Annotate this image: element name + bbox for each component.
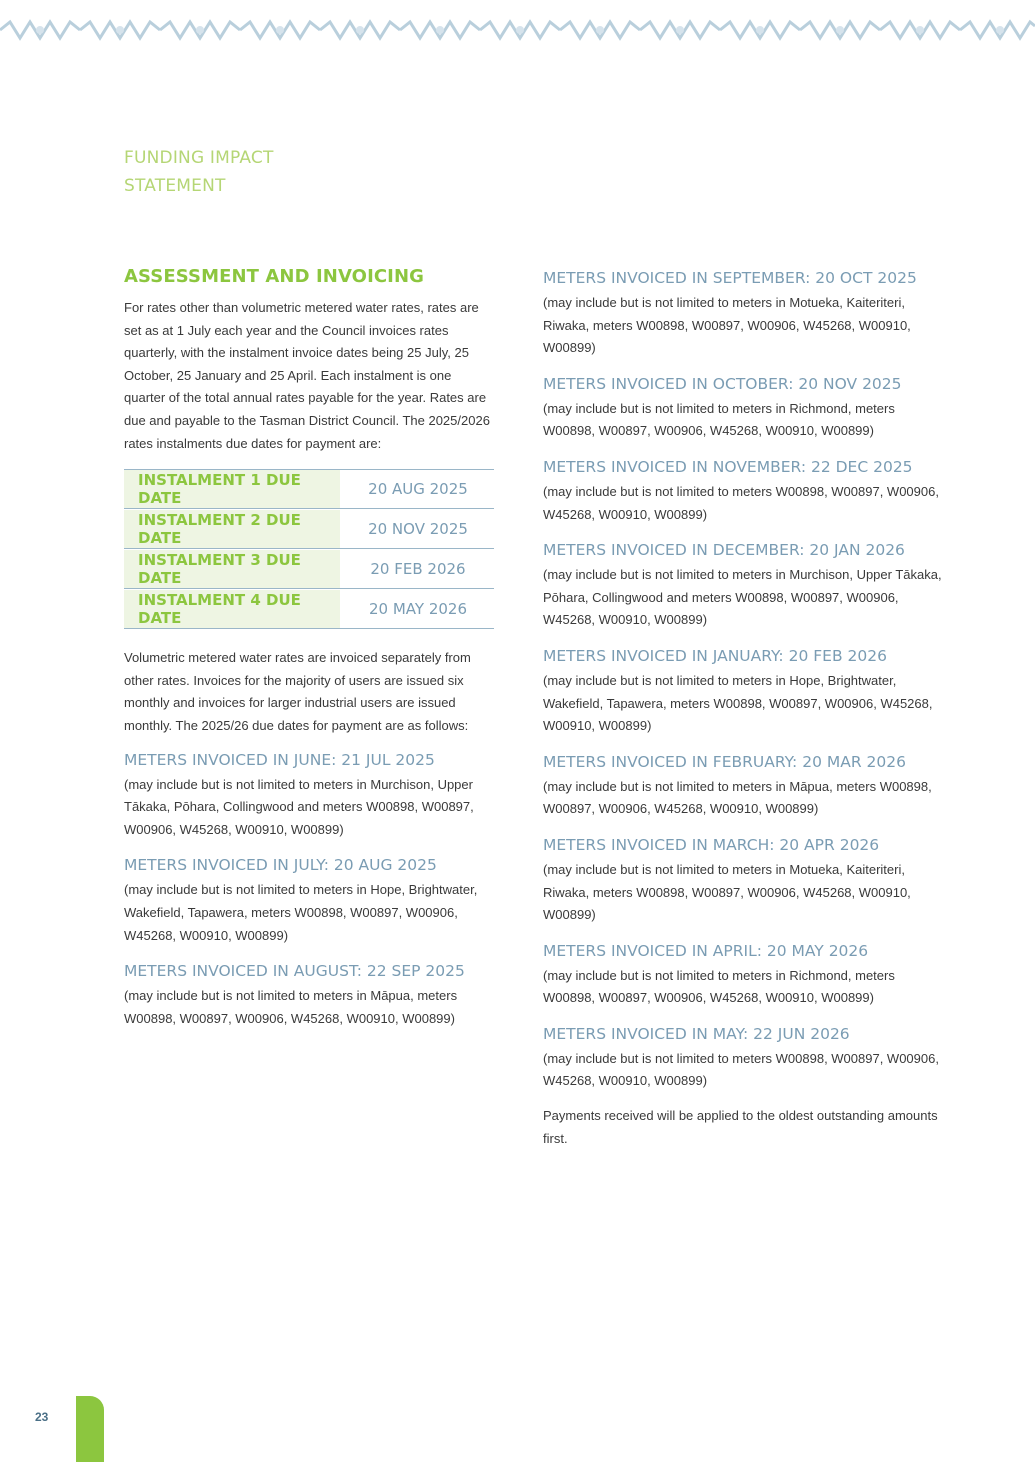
page-title (124, 144, 274, 200)
meter-heading: METERS INVOICED IN JUNE: 21 JUL 2025 (124, 750, 435, 769)
meter-text: (may include but is not limited to meters in Richmond, meters W00898, W00897, W00906, W45268, W00910, W00899) (543, 400, 895, 439)
instalment-label: INSTALMENT 4 DUE DATE (124, 590, 342, 628)
instalment-label: INSTALMENT 3 DUE DATE (124, 550, 342, 588)
closing-paragraph: Payments received will be applied to the oldest outstanding amounts first. (543, 1108, 938, 1146)
meter-heading: METERS INVOICED IN MAY: 22 JUN 2026 (543, 1024, 850, 1043)
meter-block (124, 853, 496, 947)
meter-text: (may include but is not limited to meters W00898, W00897, W00906, W45268, W00910, W00899) (543, 1050, 939, 1089)
meter-heading: METERS INVOICED IN JULY: 20 AUG 2025 (124, 856, 437, 875)
table-row (124, 510, 494, 549)
meter-text: (may include but is not limited to meters in Hope, Brightwater, Wakefield, Tapawera, meters W00898, W00897, W00906, W45268, W00910, W00899) (543, 672, 933, 734)
section-heading: ASSESSMENT AND INVOICING (124, 266, 425, 287)
instalment-label: INSTALMENT 1 DUE DATE (124, 470, 342, 508)
meter-block (543, 939, 943, 1010)
table-row (124, 590, 494, 629)
left-column (124, 266, 496, 1042)
meter-block (124, 748, 496, 842)
meter-heading: METERS INVOICED IN DECEMBER: 20 JAN 2026 (543, 541, 905, 560)
volumetric-paragraph: Volumetric metered water rates are invoiced separately from other rates. Invoices for the majority of users are issued six monthly and invoices for larger industrial users are issued monthly. The 2025/26 due dates for payment are as follows: (124, 650, 471, 733)
instalment-date: 20 MAY 2026 (369, 600, 467, 619)
instalment-date: 20 AUG 2025 (368, 480, 468, 499)
instalment-date: 20 NOV 2025 (368, 520, 468, 539)
meter-block (543, 266, 943, 360)
table-row (124, 550, 494, 589)
page-title-line2: STATEMENT (124, 176, 226, 196)
meter-text: (may include but is not limited to meters in Māpua, meters W00898, W00897, W00906, W45268, W00910, W00899) (543, 778, 932, 817)
pattern-icon (0, 0, 1035, 58)
meter-text: (may include but is not limited to meters W00898, W00897, W00906, W45268, W00910, W00899) (543, 483, 939, 522)
meter-heading: METERS INVOICED IN NOVEMBER: 22 DEC 2025 (543, 457, 913, 476)
meter-heading: METERS INVOICED IN OCTOBER: 20 NOV 2025 (543, 374, 902, 393)
page-number: 23 (35, 1410, 49, 1424)
meter-text: (may include but is not limited to meters in Motueka, Kaiteriteri, Riwaka, meters W00898, W00897, W00906, W45268, W00910, W00899) (543, 861, 911, 923)
meter-block (543, 750, 943, 821)
meter-text: (may include but is not limited to meters in Māpua, meters W00898, W00897, W00906, W45268, W00910, W00899) (124, 988, 458, 1026)
meter-heading: METERS INVOICED IN APRIL: 20 MAY 2026 (543, 941, 869, 960)
meter-block (543, 455, 943, 526)
meter-block (543, 644, 943, 738)
meter-heading: METERS INVOICED IN FEBRUARY: 20 MAR 2026 (543, 752, 906, 771)
meter-block (543, 538, 943, 632)
meter-block (543, 1022, 943, 1093)
right-column (543, 266, 943, 1150)
meter-text: (may include but is not limited to meters in Richmond, meters W00898, W00897, W00906, W45268, W00910, W00899) (543, 967, 895, 1006)
meter-text: (may include but is not limited to meters in Motueka, Kaiteriteri, Riwaka, meters W00898, W00897, W00906, W45268, W00910, W00899) (543, 295, 911, 356)
meter-heading: METERS INVOICED IN JANUARY: 20 FEB 2026 (543, 646, 887, 665)
page-tab-decoration (76, 1396, 104, 1462)
instalment-label: INSTALMENT 2 DUE DATE (124, 510, 342, 548)
meter-text: (may include but is not limited to meters in Murchison, Upper Tākaka, Pōhara, Collingwood and meters W00898, W00897, W00906, W45268, W00910, W00899) (124, 776, 474, 837)
instalment-table (124, 469, 494, 629)
meter-heading: METERS INVOICED IN SEPTEMBER: 20 OCT 2025 (543, 269, 917, 287)
table-row (124, 470, 494, 509)
meter-heading: METERS INVOICED IN AUGUST: 22 SEP 2025 (124, 962, 465, 981)
meter-block (124, 959, 496, 1030)
meter-block (543, 372, 943, 443)
instalment-date: 20 FEB 2026 (370, 560, 466, 579)
intro-paragraph: For rates other than volumetric metered water rates, rates are set as at 1 July each year and the Council invoices rates quarterly, with the instalment invoice dates being 25 July, 25 October, 25 January and 25 April. Each instalment is one quarter of the total annual rates payable for the year. Rates are due and payable to the Tasman District Council. The 2025/2026 rates instalments due dates for payment are: (124, 300, 490, 451)
meter-text: (may include but is not limited to meters in Hope, Brightwater, Wakefield, Tapawera, meters W00898, W00897, W00906, W45268, W00910, W00899) (124, 882, 478, 943)
meter-text: (may include but is not limited to meters in Murchison, Upper Tākaka, Pōhara, Collingwood and meters W00898, W00897, W00906, W45268, W00910, W00899) (543, 567, 942, 628)
meter-block (543, 833, 943, 927)
meter-heading: METERS INVOICED IN MARCH: 20 APR 2026 (543, 835, 880, 854)
decorative-pattern-band (0, 0, 1035, 58)
page-title-line1: FUNDING IMPACT (124, 148, 274, 168)
